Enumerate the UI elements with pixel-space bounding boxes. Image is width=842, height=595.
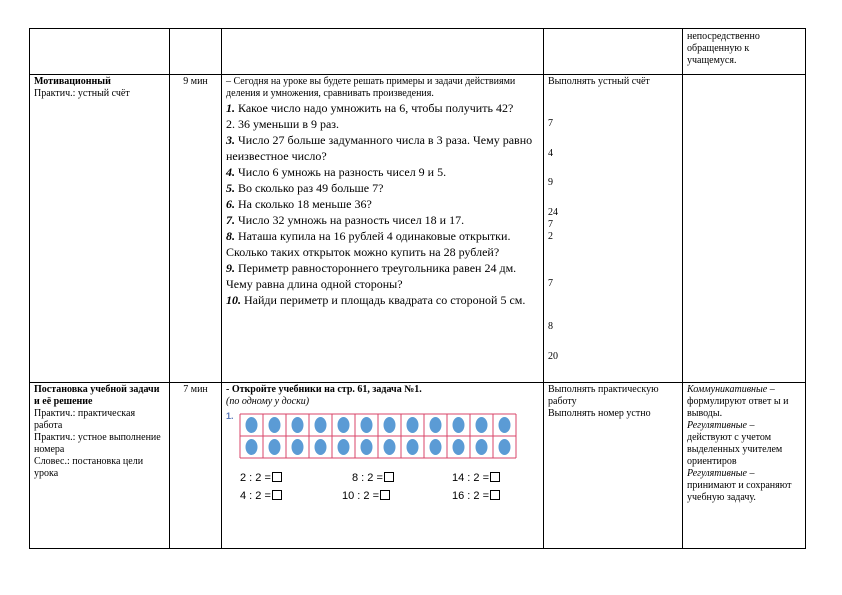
task-number: 4. (226, 165, 235, 179)
cell-empty (683, 75, 806, 383)
blue-dot (476, 417, 488, 433)
equation-text: 16 : 2 = (452, 490, 490, 502)
uud-item (687, 420, 801, 468)
blue-dot (384, 439, 396, 455)
dot-grid-picture (238, 412, 518, 462)
uud-type: Регулятивные (687, 468, 747, 479)
task-item (226, 260, 539, 292)
answer-value: 20 (548, 351, 558, 362)
task-item (226, 228, 539, 260)
textbook-figure (226, 410, 516, 518)
task-item (226, 212, 539, 228)
task-text: Число 32 умножь на разность чисел 18 и 17. (235, 213, 465, 227)
equation (352, 472, 394, 484)
stage-cell (30, 75, 170, 383)
blue-dot (407, 417, 419, 433)
task-item (226, 100, 539, 116)
student-activity-cell (544, 383, 683, 549)
uud-type: Регулятивные (687, 420, 747, 431)
student-action: Выполнять номер устно (548, 408, 651, 419)
answer-box (272, 490, 282, 500)
stage-title: Постановка учебной задачи и её решение (34, 384, 160, 407)
task-item (226, 164, 539, 180)
task-number: 1. (226, 101, 235, 115)
stage-cell (30, 383, 170, 549)
equation (240, 490, 282, 502)
blue-dot (384, 417, 396, 433)
task-item (226, 180, 539, 196)
equation (452, 490, 500, 502)
answer-value: 4 (548, 148, 553, 159)
time-cell: 9 мин (170, 75, 222, 383)
goals-text: непосредственно обращенную к учащемуся. (683, 29, 806, 75)
blue-dot (246, 417, 258, 433)
uud-type: Коммуникативные (687, 384, 768, 395)
blue-dot (246, 439, 258, 455)
blue-dot (269, 439, 281, 455)
student-activity-cell (544, 75, 683, 383)
task-item (226, 116, 539, 132)
blue-dot (499, 417, 511, 433)
task-number: 3. (226, 133, 235, 147)
blue-dot (338, 417, 350, 433)
task-text: Во сколько раз 49 больше 7? (235, 181, 384, 195)
blue-dot (407, 439, 419, 455)
blue-dot (292, 439, 304, 455)
answer-value: 2 (548, 231, 553, 242)
blue-dot (453, 439, 465, 455)
task-text: Число 6 умножь на разность чисел 9 и 5. (235, 165, 447, 179)
table-row-problem (30, 383, 806, 549)
answer-value: 24 (548, 207, 558, 218)
table-row-motivation (30, 75, 806, 383)
answer-value: 7 (548, 118, 553, 129)
equation-text: 4 : 2 = (240, 490, 271, 502)
stage-title: Мотивационный (34, 76, 111, 87)
equation-text: 10 : 2 = (342, 490, 380, 502)
answer-value: 9 (548, 177, 553, 188)
answer-list (548, 88, 678, 362)
instruction-note: (по одному у доски) (226, 396, 310, 407)
answer-value: 7 (548, 219, 553, 230)
blue-dot (338, 439, 350, 455)
blue-dot (499, 439, 511, 455)
task-list (226, 100, 539, 308)
equation (342, 490, 390, 502)
equation (240, 472, 282, 484)
teacher-activity-cell (222, 383, 544, 549)
task-item (226, 292, 539, 308)
answer-value: 8 (548, 321, 553, 332)
task-number: 10. (226, 293, 241, 307)
cell-empty (30, 29, 170, 75)
uud-text: – действуют с учетом выделенных учителем ориентиров (687, 420, 783, 467)
equation-list (240, 472, 520, 512)
task-number: 5. (226, 181, 235, 195)
equation (452, 472, 500, 484)
answer-box (490, 472, 500, 482)
blue-dot (453, 417, 465, 433)
blue-dot (430, 417, 442, 433)
equation-text: 14 : 2 = (452, 472, 490, 484)
answer-value: 7 (548, 278, 553, 289)
cell-empty (222, 29, 544, 75)
task-text: Какое число надо умножить на 6, чтобы получить 42? (235, 101, 514, 115)
stage-method: Практич.: устное выполнение номера (34, 432, 161, 455)
instruction: - Откройте учебники на стр. 61, задача №1. (226, 384, 422, 395)
blue-dot (315, 439, 327, 455)
student-action: Выполнять устный счёт (548, 76, 650, 87)
blue-dot (361, 417, 373, 433)
uud-text: –формулируют ответ ы и выводы. (687, 384, 789, 419)
table-row-top (30, 29, 806, 75)
task-item (226, 196, 539, 212)
blue-dot (476, 439, 488, 455)
intro-text: – Сегодня на уроке вы будете решать примеры и задачи действиями деления и умножения, сравнивать произведения. (226, 76, 516, 99)
blue-dot (430, 439, 442, 455)
teacher-activity-cell (222, 75, 544, 383)
task-text: Число 27 больше задуманного числа в 3 раза. Чему равно неизвестное число? (226, 133, 533, 163)
figure-number: 1. (226, 411, 234, 421)
equation-text: 8 : 2 = (352, 472, 383, 484)
equation-text: 2 : 2 = (240, 472, 271, 484)
task-number: 8. (226, 229, 235, 243)
uud-item (687, 384, 801, 420)
student-action: Выполнять практическую работу (548, 384, 659, 407)
blue-dot (292, 417, 304, 433)
task-text: Наташа купила на 16 рублей 4 одинаковые открытки. Сколько таких открыток можно купить на 28 рублей? (226, 229, 511, 259)
task-text: На сколько 18 меньше 36? (235, 197, 372, 211)
task-text: Периметр равностороннего треугольника равен 24 дм. Чему равна длина одной стороны? (226, 261, 517, 291)
stage-method: Словес.: постановка цели урока (34, 456, 144, 479)
time-cell: 7 мин (170, 383, 222, 549)
task-number: 6. (226, 197, 235, 211)
task-text: Найди периметр и площадь квадрата со стороной 5 см. (241, 293, 526, 307)
lesson-table (29, 28, 806, 549)
blue-dot (361, 439, 373, 455)
answer-box (272, 472, 282, 482)
task-text: 2. 36 уменьши в 9 раз. (226, 117, 340, 131)
answer-box (384, 472, 394, 482)
answer-box (380, 490, 390, 500)
task-number: 7. (226, 213, 235, 227)
uud-text: – принимают и сохраняют учебную задачу. (687, 468, 792, 503)
blue-dot (269, 417, 281, 433)
stage-method: Практич.: практическая работа (34, 408, 136, 431)
cell-empty (170, 29, 222, 75)
stage-method: Практич.: устный счёт (34, 88, 130, 99)
task-item (226, 132, 539, 164)
answer-box (490, 490, 500, 500)
uud-cell (683, 383, 806, 549)
cell-empty (544, 29, 683, 75)
uud-item (687, 468, 801, 504)
blue-dot (315, 417, 327, 433)
task-number: 9. (226, 261, 235, 275)
